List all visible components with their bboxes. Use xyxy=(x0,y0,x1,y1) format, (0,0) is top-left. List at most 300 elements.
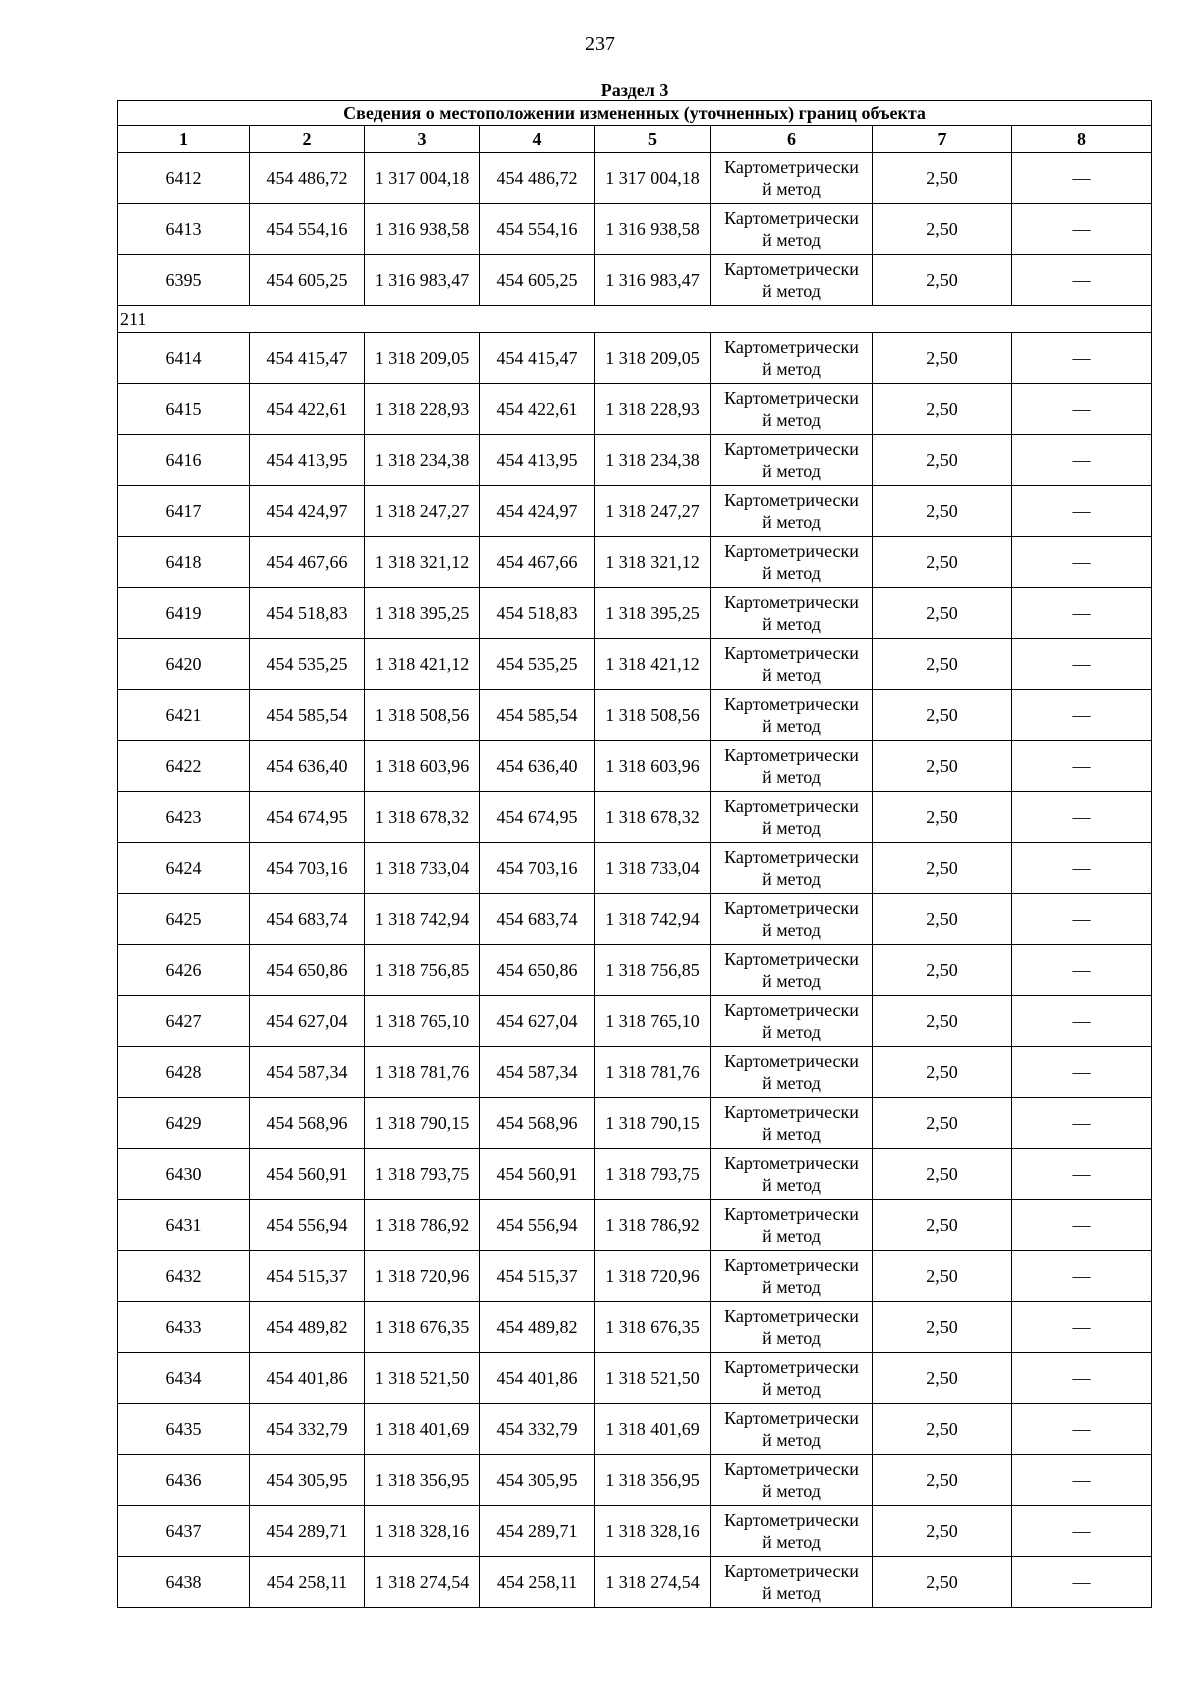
point-number: 6435 xyxy=(118,1404,250,1455)
point-number: 6420 xyxy=(118,639,250,690)
x-refined: 454 585,54 xyxy=(480,690,595,741)
description-dash: — xyxy=(1012,588,1152,639)
method-line-2: й метод xyxy=(762,767,821,787)
description-dash: — xyxy=(1012,1098,1152,1149)
description-dash: — xyxy=(1012,204,1152,255)
table-row xyxy=(118,894,1152,945)
x-refined: 454 486,72 xyxy=(480,153,595,204)
y-refined: 1 318 678,32 xyxy=(595,792,711,843)
method-line-1: Картометрически xyxy=(724,337,859,357)
accuracy-value: 2,50 xyxy=(873,153,1012,204)
y-refined: 1 318 247,27 xyxy=(595,486,711,537)
method-line-1: Картометрически xyxy=(724,1408,859,1428)
table-row xyxy=(118,1200,1152,1251)
method-cell xyxy=(711,1047,873,1098)
y-existing: 1 318 756,85 xyxy=(365,945,480,996)
y-existing: 1 318 234,38 xyxy=(365,435,480,486)
description-dash: — xyxy=(1012,1404,1152,1455)
accuracy-value: 2,50 xyxy=(873,486,1012,537)
method-cell xyxy=(711,486,873,537)
y-existing: 1 318 228,93 xyxy=(365,384,480,435)
point-number: 6434 xyxy=(118,1353,250,1404)
table-row xyxy=(118,153,1152,204)
y-refined: 1 317 004,18 xyxy=(595,153,711,204)
description-dash: — xyxy=(1012,384,1152,435)
method-line-2: й метод xyxy=(762,920,821,940)
table-row xyxy=(118,945,1152,996)
x-refined: 454 627,04 xyxy=(480,996,595,1047)
y-refined: 1 318 756,85 xyxy=(595,945,711,996)
point-number: 6427 xyxy=(118,996,250,1047)
y-refined: 1 318 720,96 xyxy=(595,1251,711,1302)
accuracy-value: 2,50 xyxy=(873,333,1012,384)
method-line-2: й метод xyxy=(762,614,821,634)
description-dash: — xyxy=(1012,255,1152,306)
method-line-1: Картометрически xyxy=(724,259,859,279)
description-dash: — xyxy=(1012,153,1152,204)
column-number: 5 xyxy=(595,126,711,153)
method-line-1: Картометрически xyxy=(724,1357,859,1377)
y-existing: 1 318 765,10 xyxy=(365,996,480,1047)
point-number: 6437 xyxy=(118,1506,250,1557)
accuracy-value: 2,50 xyxy=(873,1353,1012,1404)
x-refined: 454 518,83 xyxy=(480,588,595,639)
method-line-2: й метод xyxy=(762,281,821,301)
method-cell xyxy=(711,996,873,1047)
accuracy-value: 2,50 xyxy=(873,1455,1012,1506)
method-line-2: й метод xyxy=(762,410,821,430)
method-cell xyxy=(711,1251,873,1302)
method-line-1: Картометрически xyxy=(724,643,859,663)
point-number: 6415 xyxy=(118,384,250,435)
column-number: 6 xyxy=(711,126,873,153)
y-refined: 1 318 356,95 xyxy=(595,1455,711,1506)
y-existing: 1 318 603,96 xyxy=(365,741,480,792)
x-refined: 454 422,61 xyxy=(480,384,595,435)
table-caption: Сведения о местоположении измененных (уточненных) границ объекта xyxy=(118,101,1152,126)
accuracy-value: 2,50 xyxy=(873,1200,1012,1251)
method-line-1: Картометрически xyxy=(724,898,859,918)
y-refined: 1 318 321,12 xyxy=(595,537,711,588)
table-row xyxy=(118,792,1152,843)
y-existing: 1 318 356,95 xyxy=(365,1455,480,1506)
x-existing: 454 413,95 xyxy=(250,435,365,486)
accuracy-value: 2,50 xyxy=(873,1557,1012,1608)
x-existing: 454 422,61 xyxy=(250,384,365,435)
y-refined: 1 318 765,10 xyxy=(595,996,711,1047)
method-cell xyxy=(711,1302,873,1353)
x-existing: 454 515,37 xyxy=(250,1251,365,1302)
accuracy-value: 2,50 xyxy=(873,1149,1012,1200)
method-line-1: Картометрически xyxy=(724,490,859,510)
y-refined: 1 318 274,54 xyxy=(595,1557,711,1608)
point-number: 6414 xyxy=(118,333,250,384)
method-line-1: Картометрически xyxy=(724,157,859,177)
table-row xyxy=(118,1455,1152,1506)
method-line-2: й метод xyxy=(762,971,821,991)
x-existing: 454 332,79 xyxy=(250,1404,365,1455)
method-line-1: Картометрически xyxy=(724,1204,859,1224)
description-dash: — xyxy=(1012,333,1152,384)
y-refined: 1 318 508,56 xyxy=(595,690,711,741)
method-line-2: й метод xyxy=(762,461,821,481)
accuracy-value: 2,50 xyxy=(873,690,1012,741)
description-dash: — xyxy=(1012,1455,1152,1506)
method-cell xyxy=(711,741,873,792)
description-dash: — xyxy=(1012,1506,1152,1557)
column-number: 2 xyxy=(250,126,365,153)
x-refined: 454 467,66 xyxy=(480,537,595,588)
column-number: 4 xyxy=(480,126,595,153)
description-dash: — xyxy=(1012,741,1152,792)
page-number: 237 xyxy=(585,33,615,55)
y-existing: 1 316 983,47 xyxy=(365,255,480,306)
x-refined: 454 332,79 xyxy=(480,1404,595,1455)
y-existing: 1 318 395,25 xyxy=(365,588,480,639)
accuracy-value: 2,50 xyxy=(873,792,1012,843)
y-refined: 1 318 228,93 xyxy=(595,384,711,435)
y-existing: 1 318 328,16 xyxy=(365,1506,480,1557)
method-line-1: Картометрически xyxy=(724,1459,859,1479)
method-cell xyxy=(711,1200,873,1251)
method-line-1: Картометрически xyxy=(724,745,859,765)
method-cell xyxy=(711,153,873,204)
point-number: 6416 xyxy=(118,435,250,486)
table-row xyxy=(118,1557,1152,1608)
method-line-2: й метод xyxy=(762,1226,821,1246)
description-dash: — xyxy=(1012,843,1152,894)
group-row xyxy=(118,306,1152,333)
x-existing: 454 556,94 xyxy=(250,1200,365,1251)
method-line-2: й метод xyxy=(762,512,821,532)
x-existing: 454 289,71 xyxy=(250,1506,365,1557)
description-dash: — xyxy=(1012,486,1152,537)
method-line-2: й метод xyxy=(762,716,821,736)
point-number: 6430 xyxy=(118,1149,250,1200)
y-existing: 1 318 274,54 xyxy=(365,1557,480,1608)
x-existing: 454 486,72 xyxy=(250,153,365,204)
description-dash: — xyxy=(1012,1149,1152,1200)
method-line-2: й метод xyxy=(762,1022,821,1042)
table-row xyxy=(118,1047,1152,1098)
description-dash: — xyxy=(1012,1251,1152,1302)
method-line-1: Картометрически xyxy=(724,1561,859,1581)
method-line-1: Картометрически xyxy=(724,1102,859,1122)
method-line-2: й метод xyxy=(762,230,821,250)
x-refined: 454 424,97 xyxy=(480,486,595,537)
x-existing: 454 636,40 xyxy=(250,741,365,792)
x-existing: 454 683,74 xyxy=(250,894,365,945)
point-number: 6428 xyxy=(118,1047,250,1098)
accuracy-value: 2,50 xyxy=(873,894,1012,945)
table-row xyxy=(118,1404,1152,1455)
accuracy-value: 2,50 xyxy=(873,204,1012,255)
table-row xyxy=(118,537,1152,588)
table-row xyxy=(118,486,1152,537)
x-existing: 454 587,34 xyxy=(250,1047,365,1098)
column-number: 3 xyxy=(365,126,480,153)
point-number: 6424 xyxy=(118,843,250,894)
point-number: 6412 xyxy=(118,153,250,204)
y-existing: 1 318 521,50 xyxy=(365,1353,480,1404)
y-refined: 1 316 938,58 xyxy=(595,204,711,255)
method-line-2: й метод xyxy=(762,869,821,889)
group-label: 211 xyxy=(118,306,1152,333)
accuracy-value: 2,50 xyxy=(873,741,1012,792)
x-refined: 454 489,82 xyxy=(480,1302,595,1353)
method-line-1: Картометрически xyxy=(724,796,859,816)
accuracy-value: 2,50 xyxy=(873,1506,1012,1557)
point-number: 6423 xyxy=(118,792,250,843)
description-dash: — xyxy=(1012,435,1152,486)
table-row xyxy=(118,1302,1152,1353)
column-number: 8 xyxy=(1012,126,1152,153)
x-refined: 454 674,95 xyxy=(480,792,595,843)
method-line-1: Картометрически xyxy=(724,388,859,408)
section-title: Раздел 3 xyxy=(600,80,669,100)
method-cell xyxy=(711,537,873,588)
x-refined: 454 415,47 xyxy=(480,333,595,384)
description-dash: — xyxy=(1012,792,1152,843)
method-line-1: Картометрически xyxy=(724,1510,859,1530)
x-refined: 454 650,86 xyxy=(480,945,595,996)
method-line-1: Картометрически xyxy=(724,541,859,561)
method-line-1: Картометрически xyxy=(724,1153,859,1173)
method-line-2: й метод xyxy=(762,1481,821,1501)
x-existing: 454 401,86 xyxy=(250,1353,365,1404)
point-number: 6413 xyxy=(118,204,250,255)
y-existing: 1 318 786,92 xyxy=(365,1200,480,1251)
x-existing: 454 258,11 xyxy=(250,1557,365,1608)
x-existing: 454 605,25 xyxy=(250,255,365,306)
x-refined: 454 605,25 xyxy=(480,255,595,306)
accuracy-value: 2,50 xyxy=(873,639,1012,690)
x-refined: 454 554,16 xyxy=(480,204,595,255)
table-row xyxy=(118,1353,1152,1404)
method-cell xyxy=(711,1098,873,1149)
method-line-2: й метод xyxy=(762,1175,821,1195)
table-row xyxy=(118,639,1152,690)
accuracy-value: 2,50 xyxy=(873,996,1012,1047)
y-existing: 1 318 209,05 xyxy=(365,333,480,384)
method-cell xyxy=(711,639,873,690)
accuracy-value: 2,50 xyxy=(873,255,1012,306)
column-number-row xyxy=(118,126,1152,153)
x-refined: 454 413,95 xyxy=(480,435,595,486)
point-number: 6426 xyxy=(118,945,250,996)
x-refined: 454 515,37 xyxy=(480,1251,595,1302)
x-refined: 454 556,94 xyxy=(480,1200,595,1251)
x-refined: 454 258,11 xyxy=(480,1557,595,1608)
description-dash: — xyxy=(1012,945,1152,996)
x-existing: 454 518,83 xyxy=(250,588,365,639)
accuracy-value: 2,50 xyxy=(873,435,1012,486)
y-existing: 1 318 508,56 xyxy=(365,690,480,741)
y-refined: 1 318 733,04 xyxy=(595,843,711,894)
table-row xyxy=(118,384,1152,435)
y-existing: 1 318 676,35 xyxy=(365,1302,480,1353)
y-refined: 1 318 395,25 xyxy=(595,588,711,639)
description-dash: — xyxy=(1012,1200,1152,1251)
y-existing: 1 318 421,12 xyxy=(365,639,480,690)
y-refined: 1 318 676,35 xyxy=(595,1302,711,1353)
method-cell xyxy=(711,1353,873,1404)
method-line-1: Картометрически xyxy=(724,208,859,228)
description-dash: — xyxy=(1012,1353,1152,1404)
point-number: 6429 xyxy=(118,1098,250,1149)
method-line-1: Картометрически xyxy=(724,1255,859,1275)
x-refined: 454 305,95 xyxy=(480,1455,595,1506)
method-line-1: Картометрически xyxy=(724,1000,859,1020)
accuracy-value: 2,50 xyxy=(873,1404,1012,1455)
x-existing: 454 650,86 xyxy=(250,945,365,996)
y-refined: 1 318 786,92 xyxy=(595,1200,711,1251)
x-existing: 454 703,16 xyxy=(250,843,365,894)
table-row xyxy=(118,1506,1152,1557)
table-row xyxy=(118,843,1152,894)
point-number: 6433 xyxy=(118,1302,250,1353)
method-line-2: й метод xyxy=(762,1124,821,1144)
y-existing: 1 318 733,04 xyxy=(365,843,480,894)
y-refined: 1 318 328,16 xyxy=(595,1506,711,1557)
x-refined: 454 535,25 xyxy=(480,639,595,690)
method-line-1: Картометрически xyxy=(724,592,859,612)
accuracy-value: 2,50 xyxy=(873,1302,1012,1353)
y-existing: 1 318 790,15 xyxy=(365,1098,480,1149)
x-existing: 454 535,25 xyxy=(250,639,365,690)
method-cell xyxy=(711,435,873,486)
point-number: 6432 xyxy=(118,1251,250,1302)
method-cell xyxy=(711,333,873,384)
table-row xyxy=(118,690,1152,741)
table-body xyxy=(118,153,1152,1608)
x-refined: 454 636,40 xyxy=(480,741,595,792)
y-existing: 1 318 247,27 xyxy=(365,486,480,537)
y-existing: 1 318 720,96 xyxy=(365,1251,480,1302)
table-row xyxy=(118,435,1152,486)
method-cell xyxy=(711,690,873,741)
x-existing: 454 554,16 xyxy=(250,204,365,255)
y-refined: 1 318 209,05 xyxy=(595,333,711,384)
method-line-1: Картометрически xyxy=(724,949,859,969)
method-line-2: й метод xyxy=(762,1430,821,1450)
method-cell xyxy=(711,1149,873,1200)
x-refined: 454 560,91 xyxy=(480,1149,595,1200)
y-refined: 1 318 793,75 xyxy=(595,1149,711,1200)
method-line-2: й метод xyxy=(762,818,821,838)
y-existing: 1 317 004,18 xyxy=(365,153,480,204)
method-cell xyxy=(711,384,873,435)
method-cell xyxy=(711,1455,873,1506)
y-refined: 1 318 781,76 xyxy=(595,1047,711,1098)
accuracy-value: 2,50 xyxy=(873,384,1012,435)
method-cell xyxy=(711,588,873,639)
table-row xyxy=(118,1251,1152,1302)
y-existing: 1 316 938,58 xyxy=(365,204,480,255)
y-existing: 1 318 401,69 xyxy=(365,1404,480,1455)
method-line-1: Картометрически xyxy=(724,1051,859,1071)
method-line-2: й метод xyxy=(762,1583,821,1603)
method-cell xyxy=(711,1404,873,1455)
column-number: 7 xyxy=(873,126,1012,153)
point-number: 6438 xyxy=(118,1557,250,1608)
accuracy-value: 2,50 xyxy=(873,1047,1012,1098)
y-existing: 1 318 678,32 xyxy=(365,792,480,843)
method-cell xyxy=(711,792,873,843)
point-number: 6417 xyxy=(118,486,250,537)
table-row xyxy=(118,255,1152,306)
method-cell xyxy=(711,204,873,255)
y-refined: 1 316 983,47 xyxy=(595,255,711,306)
method-cell xyxy=(711,1557,873,1608)
x-existing: 454 674,95 xyxy=(250,792,365,843)
y-existing: 1 318 321,12 xyxy=(365,537,480,588)
point-number: 6436 xyxy=(118,1455,250,1506)
description-dash: — xyxy=(1012,690,1152,741)
x-refined: 454 703,16 xyxy=(480,843,595,894)
accuracy-value: 2,50 xyxy=(873,1098,1012,1149)
x-existing: 454 424,97 xyxy=(250,486,365,537)
description-dash: — xyxy=(1012,996,1152,1047)
method-cell xyxy=(711,945,873,996)
table-row xyxy=(118,1149,1152,1200)
x-refined: 454 683,74 xyxy=(480,894,595,945)
description-dash: — xyxy=(1012,894,1152,945)
x-existing: 454 415,47 xyxy=(250,333,365,384)
table-row xyxy=(118,588,1152,639)
point-number: 6422 xyxy=(118,741,250,792)
x-refined: 454 401,86 xyxy=(480,1353,595,1404)
method-line-1: Картометрически xyxy=(724,694,859,714)
method-line-1: Картометрически xyxy=(724,847,859,867)
y-refined: 1 318 401,69 xyxy=(595,1404,711,1455)
accuracy-value: 2,50 xyxy=(873,1251,1012,1302)
y-refined: 1 318 521,50 xyxy=(595,1353,711,1404)
accuracy-value: 2,50 xyxy=(873,843,1012,894)
method-cell xyxy=(711,894,873,945)
table-row xyxy=(118,1098,1152,1149)
description-dash: — xyxy=(1012,1557,1152,1608)
x-refined: 454 587,34 xyxy=(480,1047,595,1098)
method-line-2: й метод xyxy=(762,1328,821,1348)
x-refined: 454 568,96 xyxy=(480,1098,595,1149)
method-line-2: й метод xyxy=(762,665,821,685)
method-cell xyxy=(711,843,873,894)
method-line-2: й метод xyxy=(762,563,821,583)
method-line-1: Картометрически xyxy=(724,1306,859,1326)
table-row xyxy=(118,741,1152,792)
x-existing: 454 489,82 xyxy=(250,1302,365,1353)
boundary-coordinates-table xyxy=(117,80,1152,1608)
method-line-2: й метод xyxy=(762,1073,821,1093)
method-line-2: й метод xyxy=(762,179,821,199)
column-number: 1 xyxy=(118,126,250,153)
method-line-2: й метод xyxy=(762,1532,821,1552)
x-existing: 454 560,91 xyxy=(250,1149,365,1200)
method-cell xyxy=(711,255,873,306)
method-line-2: й метод xyxy=(762,1277,821,1297)
point-number: 6419 xyxy=(118,588,250,639)
point-number: 6431 xyxy=(118,1200,250,1251)
y-refined: 1 318 234,38 xyxy=(595,435,711,486)
description-dash: — xyxy=(1012,639,1152,690)
point-number: 6418 xyxy=(118,537,250,588)
x-existing: 454 568,96 xyxy=(250,1098,365,1149)
y-existing: 1 318 742,94 xyxy=(365,894,480,945)
method-cell xyxy=(711,1506,873,1557)
accuracy-value: 2,50 xyxy=(873,588,1012,639)
x-existing: 454 585,54 xyxy=(250,690,365,741)
